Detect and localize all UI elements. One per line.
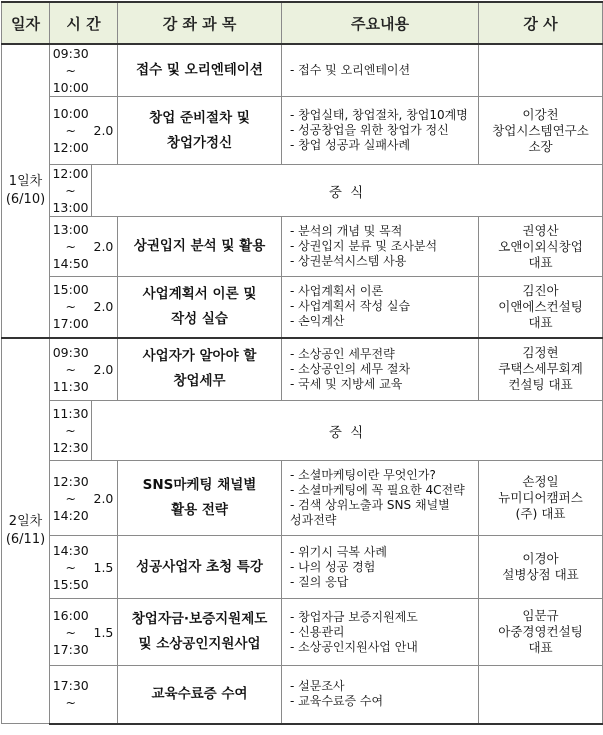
content-item: - 창업 성공과 실패사례 bbox=[290, 138, 411, 152]
lecturer-line: 이앤에스컨설팅 bbox=[498, 298, 583, 314]
time-line: 14:50 bbox=[52, 256, 89, 271]
content-item: - 설문조사 bbox=[290, 679, 345, 694]
subject-line: 및 소상공인지원사업 bbox=[138, 636, 261, 652]
lecturer-cell bbox=[479, 217, 603, 277]
lecturer-cell bbox=[479, 461, 603, 536]
content-cell bbox=[282, 97, 479, 165]
time-line: ~ bbox=[65, 423, 76, 438]
lecturer-cell bbox=[479, 97, 603, 165]
content-item: - 상권분석시스템 사용 bbox=[290, 254, 407, 268]
subject-line: 사업계획서 이론 및 bbox=[142, 285, 257, 302]
header-day: 일자 bbox=[2, 2, 50, 44]
subject-line: 상권입지 분석 및 활용 bbox=[133, 238, 266, 254]
hours-cell: 2.0 bbox=[92, 97, 118, 165]
lecturer-line: 이강천 bbox=[522, 106, 559, 122]
content-item: - 창업자금 보증지원제도 bbox=[290, 609, 418, 624]
subject-cell bbox=[118, 44, 282, 97]
hours-cell bbox=[92, 666, 118, 724]
content-item: - 손익계산 bbox=[290, 314, 345, 329]
lecturer-cell bbox=[479, 666, 603, 724]
lecturer-line: 대표 bbox=[528, 254, 553, 270]
content-item: - 소상공인 세무전략 bbox=[290, 346, 395, 361]
content-item: - 소상공인지원사업 안내 bbox=[290, 639, 418, 654]
time-line: 10:00 bbox=[52, 80, 89, 95]
subject-line: SNS마케팅 채널별 bbox=[142, 477, 257, 493]
subject-cell bbox=[118, 536, 282, 599]
time-line: ~ bbox=[65, 63, 76, 78]
content-item: - 질의 응답 bbox=[290, 574, 349, 589]
content-item: - 교육수료증 수여 bbox=[290, 694, 384, 709]
subject-line: 창업세무 bbox=[173, 373, 226, 390]
content-item: - 소상공인의 세무 절차 bbox=[290, 361, 411, 376]
lecturer-cell bbox=[479, 536, 603, 599]
lecturer-line: 소장 bbox=[528, 138, 553, 154]
break-row bbox=[2, 401, 603, 461]
session-row bbox=[2, 338, 603, 401]
time-cell bbox=[50, 401, 92, 461]
day-label: 2일차 bbox=[8, 513, 43, 529]
lecturer-line: 이경아 bbox=[522, 551, 559, 566]
time-cell bbox=[50, 536, 92, 599]
hours-cell: 2.0 bbox=[92, 461, 118, 536]
time-line: ~ bbox=[65, 559, 76, 575]
hours-cell: 2.0 bbox=[92, 217, 118, 277]
time-line: ~ bbox=[65, 123, 76, 138]
time-line: 14:30 bbox=[52, 542, 89, 558]
subject-cell bbox=[118, 217, 282, 277]
time-cell bbox=[50, 461, 92, 536]
content-cell bbox=[282, 44, 479, 97]
session-row bbox=[2, 666, 603, 724]
subject-line: 접수 및 오리엔테이션 bbox=[136, 62, 263, 78]
session-row bbox=[2, 97, 603, 165]
content-item: - 위기시 극복 사례 bbox=[290, 544, 387, 559]
content-item: - 소셜마케팅이란 무엇인가? bbox=[290, 468, 436, 482]
session-row bbox=[2, 536, 603, 599]
header-subject: 강 좌 과 목 bbox=[118, 2, 282, 44]
lecturer-line: 임문규 bbox=[522, 608, 559, 623]
lecturer-line: 창업시스템연구소 bbox=[492, 122, 589, 138]
subject-cell bbox=[118, 338, 282, 401]
content-item: - 사업계획서 작성 실습 bbox=[290, 299, 411, 314]
content-cell bbox=[282, 599, 479, 666]
break-cell: 중 식 bbox=[92, 165, 603, 217]
time-line: ~ bbox=[65, 183, 76, 198]
time-line: 15:50 bbox=[52, 576, 89, 592]
time-line: ~ bbox=[65, 490, 76, 506]
content-item: - 검색 상위노출과 SNS 채널별 bbox=[290, 498, 450, 512]
content-item: - 접수 및 오리엔테이션 bbox=[290, 63, 411, 77]
time-line: 11:30 bbox=[52, 406, 89, 421]
time-cell bbox=[50, 44, 92, 97]
lecturer-cell bbox=[479, 338, 603, 401]
time-line: 12:30 bbox=[52, 440, 89, 455]
header-time: 시 간 bbox=[50, 2, 118, 44]
session-row bbox=[2, 599, 603, 666]
subject-line: 창업 준비절차 및 bbox=[149, 109, 250, 126]
time-line: 12:00 bbox=[52, 166, 89, 181]
content-cell bbox=[282, 666, 479, 724]
time-line: 14:20 bbox=[52, 507, 89, 523]
subject-cell bbox=[118, 277, 282, 338]
header-content: 주요내용 bbox=[282, 2, 479, 44]
content-item: - 상권입지 분류 및 조사분석 bbox=[290, 239, 438, 253]
subject-line: 작성 실습 bbox=[171, 310, 228, 327]
time-line: 13:00 bbox=[52, 222, 89, 237]
lecturer-cell bbox=[479, 277, 603, 338]
break-cell: 중 식 bbox=[92, 401, 603, 461]
hours-cell: 1.5 bbox=[92, 536, 118, 599]
lecturer-line: 설병상점 대표 bbox=[502, 567, 579, 582]
subject-line: 활용 전략 bbox=[171, 502, 228, 518]
time-line: 17:30 bbox=[52, 641, 89, 657]
content-item: - 국세 및 지방세 교육 bbox=[290, 376, 403, 391]
time-line: ~ bbox=[65, 299, 76, 315]
header-row bbox=[2, 2, 603, 44]
time-line: 13:00 bbox=[52, 200, 89, 215]
time-cell bbox=[50, 277, 92, 338]
content-item: - 나의 성공 경험 bbox=[290, 559, 376, 574]
time-line: ~ bbox=[65, 239, 76, 254]
lecturer-line: (주) 대표 bbox=[515, 506, 566, 521]
subject-line: 사업자가 알아야 할 bbox=[142, 348, 257, 365]
time-line: 17:30 bbox=[52, 678, 89, 694]
lecturer-line: 대표 bbox=[528, 640, 553, 655]
content-cell bbox=[282, 461, 479, 536]
hours-cell: 2.0 bbox=[92, 338, 118, 401]
day-label: (6/10) bbox=[5, 191, 46, 207]
content-item: - 성공창업을 위한 창업가 정신 bbox=[290, 123, 449, 137]
time-cell bbox=[50, 599, 92, 666]
content-cell bbox=[282, 536, 479, 599]
content-item: - 사업계획서 이론 bbox=[290, 284, 384, 299]
lecturer-line: 뉴미디어캠퍼스 bbox=[498, 490, 583, 505]
subject-line: 창업가정신 bbox=[166, 134, 233, 151]
header-lecturer: 강 사 bbox=[479, 2, 603, 44]
content-item: 성과전략 bbox=[290, 513, 337, 527]
time-line: 15:00 bbox=[52, 282, 89, 298]
time-cell bbox=[50, 165, 92, 217]
content-item: - 소셜마케팅에 꼭 필요한 4C전략 bbox=[290, 483, 465, 497]
time-line: 17:00 bbox=[52, 316, 89, 332]
time-line: ~ bbox=[65, 361, 76, 377]
subject-line: 창업자금·보증지원제도 bbox=[131, 611, 268, 627]
subject-cell bbox=[118, 461, 282, 536]
lecturer-line: 대표 bbox=[528, 314, 553, 330]
content-item: - 신용관리 bbox=[290, 624, 345, 639]
day-label: 1일차 bbox=[8, 173, 43, 189]
lecturer-line: 권영산 bbox=[522, 222, 559, 238]
hours-cell: 1.5 bbox=[92, 599, 118, 666]
time-cell bbox=[50, 666, 92, 724]
subject-cell bbox=[118, 666, 282, 724]
lecturer-line: 김정현 bbox=[522, 345, 559, 361]
day-label: (6/11) bbox=[5, 531, 46, 547]
subject-line: 성공사업자 초청 특강 bbox=[136, 558, 263, 575]
time-line: ~ bbox=[65, 695, 76, 711]
content-cell bbox=[282, 217, 479, 277]
content-cell bbox=[282, 338, 479, 401]
content-item: - 창업실태, 창업절차, 창업10계명 bbox=[290, 108, 468, 122]
session-row bbox=[2, 461, 603, 536]
lecturer-line: 컨설팅 대표 bbox=[508, 377, 573, 393]
hours-cell: 2.0 bbox=[92, 277, 118, 338]
lecturer-line: 오앤이외식창업 bbox=[498, 238, 583, 254]
lecturer-cell bbox=[479, 599, 603, 666]
time-line: 12:30 bbox=[52, 473, 89, 489]
lecturer-line: 아중경영컨설팅 bbox=[498, 624, 583, 639]
lecturer-line: 쿠택스세무회계 bbox=[498, 361, 583, 377]
lecturer-line: 손정일 bbox=[522, 474, 559, 489]
lecturer-line: 김진아 bbox=[522, 282, 559, 298]
time-line: 09:30 bbox=[52, 344, 89, 360]
subject-cell bbox=[118, 599, 282, 666]
subject-line: 교육수료증 수여 bbox=[151, 685, 248, 702]
content-cell bbox=[282, 277, 479, 338]
hours-cell bbox=[92, 44, 118, 97]
day-cell bbox=[2, 44, 50, 338]
content-item: - 분석의 개념 및 목적 bbox=[290, 224, 403, 238]
time-line: 09:30 bbox=[52, 46, 89, 61]
session-row bbox=[2, 277, 603, 338]
time-line: 11:30 bbox=[52, 378, 89, 394]
lecturer-cell bbox=[479, 44, 603, 97]
session-row bbox=[2, 44, 603, 97]
time-line: 10:00 bbox=[52, 106, 89, 121]
schedule-body bbox=[2, 44, 603, 724]
subject-cell bbox=[118, 97, 282, 165]
schedule-table bbox=[1, 1, 603, 725]
time-line: 12:00 bbox=[52, 140, 89, 155]
time-cell bbox=[50, 217, 92, 277]
break-row bbox=[2, 165, 603, 217]
day-cell bbox=[2, 338, 50, 724]
time-line: 16:00 bbox=[52, 607, 89, 623]
time-cell bbox=[50, 338, 92, 401]
time-line: ~ bbox=[65, 624, 76, 640]
session-row bbox=[2, 217, 603, 277]
time-cell bbox=[50, 97, 92, 165]
